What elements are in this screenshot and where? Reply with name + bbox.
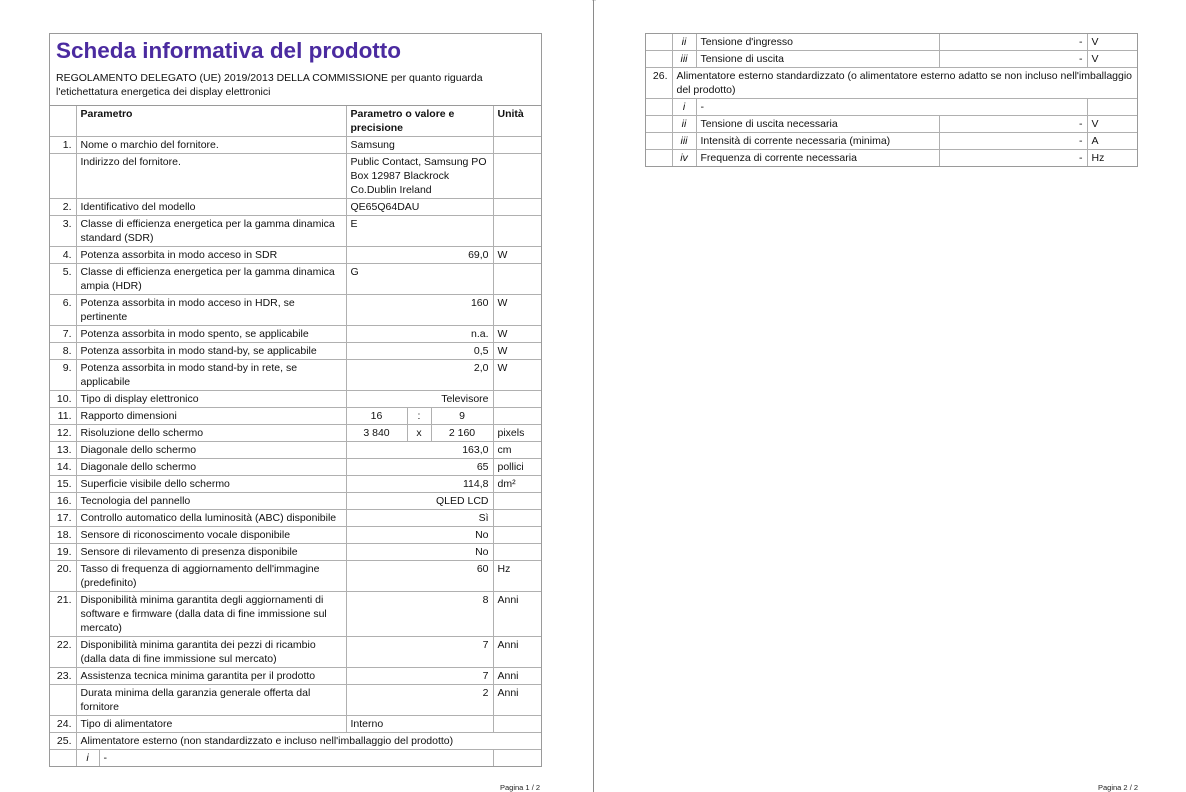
row-label: Risoluzione dello schermo [76,425,346,442]
row-value: 163,0 [346,442,493,459]
table-row [50,493,541,510]
table-row [50,527,541,544]
subrow-index: ii [672,34,696,51]
row-number: 6. [50,295,76,326]
row-label: Diagonale dello schermo [76,459,346,476]
row-unit [493,527,541,544]
header-value: Parametro o valore e precisione [346,106,493,137]
row-value: - [939,133,1087,150]
row-value: QLED LCD [346,493,493,510]
row-label: Intensità di corrente necessaria (minima) [696,133,939,150]
product-info-sheet-continued [645,33,1138,167]
row-value: 0,5 [346,343,493,360]
table-row [50,343,541,360]
row-value: G [346,264,493,295]
row-unit: pixels [493,425,541,442]
row-value: 69,0 [346,247,493,264]
row-value: - [939,34,1087,51]
row-label: Potenza assorbita in modo stand-by in rete, se applicabile [76,360,346,391]
row-unit [493,199,541,216]
row-unit: Anni [493,668,541,685]
row-number: 7. [50,326,76,343]
row-unit: A [1087,133,1137,150]
page-number: Pagina 1 / 2 [500,783,541,792]
table-row [50,360,541,391]
row-unit [493,408,541,425]
table-row [50,510,541,527]
subrow-label: - [103,752,107,764]
row-unit: Anni [493,592,541,637]
row-number: 12. [50,425,76,442]
row-unit: V [1087,116,1137,133]
table-header-row [50,106,541,137]
row-number: 4. [50,247,76,264]
row-unit [493,264,541,295]
table-row [50,425,541,442]
row-number: 10. [50,391,76,408]
table-row [50,391,541,408]
row-label: Assistenza tecnica minima garantita per il prodotto [76,668,346,685]
table-row [50,716,541,733]
row-label: Classe di efficienza energetica per la gamma dinamica standard (SDR) [76,216,346,247]
row-number: 20. [50,561,76,592]
row-number: 2. [50,199,76,216]
row-unit: Hz [493,561,541,592]
subrow-index: iii [672,133,696,150]
row-number: 24. [50,716,76,733]
row-label: Sensore di rilevamento di presenza disponibile [76,544,346,561]
row-label: Controllo automatico della luminosità (ABC) disponibile [76,510,346,527]
row-label: Tipo di alimentatore [76,716,346,733]
row-label: Superficie visibile dello schermo [76,476,346,493]
row-unit [493,391,541,408]
row-number: 23. [50,668,76,685]
table-row [50,264,541,295]
row-label: Tipo di display elettronico [76,391,346,408]
row-number [50,685,76,716]
row-label: Frequenza di corrente necessaria [696,150,939,167]
row-unit: W [493,326,541,343]
row-value: Televisore [346,391,493,408]
table-row [50,295,541,326]
row-value: 7 [346,668,493,685]
subrow-index: i [672,99,696,116]
row-number: 25. [50,733,76,750]
row-value: 2,0 [346,360,493,391]
row-unit: W [493,295,541,326]
table-row [646,34,1137,51]
aspect-height: 9 [459,410,465,422]
row-label: Potenza assorbita in modo acceso in SDR [76,247,346,264]
row-number: 9. [50,360,76,391]
resolution-value [346,425,493,442]
row-unit: W [493,360,541,391]
row-number: 3. [50,216,76,247]
page-2 [596,0,1186,792]
table-row [50,561,541,592]
row-value: Samsung [346,137,493,154]
row-label: Alimentatore esterno standardizzato (o alimentatore esterno adatto se non incluso nell'imballaggio del prodotto) [672,68,1137,99]
row-unit [493,137,541,154]
page-divider [593,0,594,792]
page-number: Pagina 2 / 2 [1098,783,1139,792]
table-row [50,733,541,750]
subrow-index: iii [672,51,696,68]
table-row [50,154,541,199]
subrow-index: iv [672,150,696,167]
row-value: Public Contact, Samsung PO Box 12987 Blackrock Co.Dublin Ireland [346,154,493,199]
row-label: - [696,99,1087,116]
row-label: Sensore di riconoscimento vocale disponibile [76,527,346,544]
table-row [646,99,1137,116]
row-unit: Hz [1091,152,1105,164]
row-label: Durata minima della garanzia generale offerta dal fornitore [76,685,346,716]
table-row [50,199,541,216]
row-value: 160 [346,295,493,326]
row-label: Tensione d'ingresso [696,34,939,51]
row-unit [493,216,541,247]
table-row [50,668,541,685]
table-row [50,216,541,247]
row-label: Tensione di uscita [696,51,939,68]
row-label: Potenza assorbita in modo stand-by, se applicabile [76,343,346,360]
row-unit: pollici [493,459,541,476]
parameters-table [50,106,541,766]
subrow [76,750,493,767]
table-row [50,637,541,668]
row-value: 65 [346,459,493,476]
page-1 [0,0,592,792]
row-unit: V [1087,51,1137,68]
row-value: n.a. [346,326,493,343]
row-unit [493,154,541,199]
table-row [646,68,1137,99]
document-title: Scheda informativa del prodotto [56,38,402,63]
row-value: QE65Q64DAU [346,199,493,216]
row-label: Diagonale dello schermo [76,442,346,459]
row-label: Tasso di frequenza di aggiornamento dell'immagine (predefinito) [76,561,346,592]
aspect-ratio-value [346,408,493,425]
row-label: Classe di efficienza energetica per la gamma dinamica ampia (HDR) [76,264,346,295]
table-row [646,51,1137,68]
table-row [50,247,541,264]
row-value: No [346,544,493,561]
row-value: Sì [346,510,493,527]
row-unit [493,510,541,527]
row-number [50,154,76,199]
row-number: 18. [50,527,76,544]
row-value: 2 [346,685,493,716]
table-row [50,685,541,716]
row-unit: W [493,343,541,360]
row-unit [493,544,541,561]
row-value: 8 [346,592,493,637]
row-value: - [939,51,1087,68]
row-label: Tecnologia del pannello [76,493,346,510]
subrow-index: i [77,750,100,766]
resolution-separator: x [408,425,432,441]
row-value: 7 [346,637,493,668]
parameters-table-continued [646,34,1137,166]
row-label: Rapporto dimensioni [76,408,346,425]
row-value: - [939,116,1087,133]
row-unit: W [493,247,541,264]
aspect-width: 16 [347,408,408,424]
row-value: No [346,527,493,544]
row-unit: dm² [493,476,541,493]
row-value: 114,8 [346,476,493,493]
table-row [50,137,541,154]
row-label: Disponibilità minima garantita degli aggiornamenti di software e firmware (dalla data di fine immissione sul mercato) [76,592,346,637]
table-row [50,408,541,425]
resolution-width: 3 840 [347,425,408,441]
row-unit: V [1087,34,1137,51]
row-number: 26. [646,68,672,99]
aspect-separator: : [408,408,432,424]
document-subtitle: REGOLAMENTO DELEGATO (UE) 2019/2013 DELLA COMMISSIONE per quanto riguarda l'etichettatura energetica dei display elettronici [56,72,483,98]
table-row [646,133,1137,150]
row-label: Potenza assorbita in modo spento, se applicabile [76,326,346,343]
row-number: 14. [50,459,76,476]
row-number: 5. [50,264,76,295]
table-row [50,459,541,476]
row-number: 21. [50,592,76,637]
table-row [50,592,541,637]
row-number: 8. [50,343,76,360]
subrow-index: ii [672,116,696,133]
row-label: Tensione di uscita necessaria [696,116,939,133]
row-unit: cm [493,442,541,459]
row-value: E [346,216,493,247]
row-unit [493,716,541,733]
table-row [50,442,541,459]
table-row [50,476,541,493]
row-label: Indirizzo del fornitore. [76,154,346,199]
header-unit: Unità [493,106,541,137]
row-label: Potenza assorbita in modo acceso in HDR, se pertinente [76,295,346,326]
row-label: Alimentatore esterno (non standardizzato e incluso nell'imballaggio del prodotto) [76,733,541,750]
row-label: Disponibilità minima garantita dei pezzi di ricambio (dalla data di fine immissione sul mercato) [76,637,346,668]
resolution-height: 2 160 [448,427,476,439]
row-unit [493,493,541,510]
row-value: 60 [346,561,493,592]
sheet-header [50,34,541,106]
row-number: 16. [50,493,76,510]
table-row [646,116,1137,133]
row-number: 11. [50,408,76,425]
product-info-sheet [49,33,542,767]
table-row [646,150,1137,167]
row-unit: Anni [493,685,541,716]
header-param: Parametro [76,106,346,137]
table-row [50,750,541,767]
row-number: 17. [50,510,76,527]
row-value: - [939,150,1087,167]
row-label: Identificativo del modello [76,199,346,216]
row-number: 13. [50,442,76,459]
row-number: 22. [50,637,76,668]
table-row [50,326,541,343]
row-unit: Anni [493,637,541,668]
table-row [50,544,541,561]
row-number: 15. [50,476,76,493]
row-number: 19. [50,544,76,561]
row-label: Nome o marchio del fornitore. [76,137,346,154]
row-number: 1. [50,137,76,154]
row-value: Interno [346,716,493,733]
